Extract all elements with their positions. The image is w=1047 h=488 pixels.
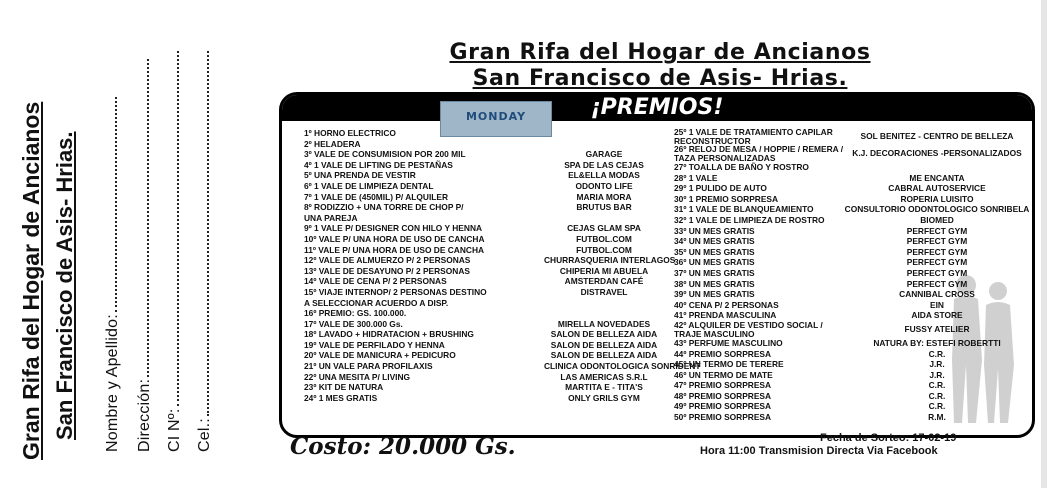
prize-row	[674, 391, 1034, 402]
prize-row	[304, 298, 734, 309]
prize-sponsor: PERFECT GYM	[906, 236, 968, 247]
prize-sponsor: PERFECT GYM	[906, 225, 968, 236]
prize-sponsor: AMSTERDAN CAFÉ	[564, 276, 644, 287]
prize-sponsor: ROPERIA LUISITO	[900, 193, 974, 204]
prize-row	[304, 319, 734, 330]
prize-sponsor: PERFECT GYM	[906, 246, 968, 257]
prize-sponsor: MARIA MORA	[576, 191, 632, 202]
prize-sponsor: LAS AMERICAS S.R.L	[560, 371, 648, 382]
prize-description: 47º PREMIO SORPRESA	[674, 380, 772, 391]
raffle-title-line2: San Francisco de Asis- Hrias.	[472, 66, 848, 91]
prize-description: 33º UN MES GRATIS	[674, 225, 755, 236]
prize-row	[674, 321, 1034, 338]
prize-description: 37º UN MES GRATIS	[674, 267, 755, 278]
prize-row	[304, 266, 734, 277]
prize-sponsor: ODONTO LIFE	[575, 180, 633, 191]
prize-row	[304, 372, 734, 383]
ticket-cost: Costo: 20.000 Gs.	[290, 433, 516, 460]
prize-description: 34º UN MES GRATIS	[674, 236, 755, 247]
prize-sponsor: J.R.	[929, 359, 945, 370]
prize-row	[674, 257, 1034, 268]
prize-description: 11º VALE P/ UNA HORA DE USO DE CANCHA	[304, 244, 485, 255]
prize-description: 31º 1 VALE DE BLANQUEAMIENTO	[674, 204, 814, 215]
prize-description: 22º UNA MESITA P/ LIVING	[304, 371, 411, 382]
prize-sponsor: SPA DE LAS CEJAS	[564, 159, 644, 170]
sponsor-logo: MONDAY	[440, 101, 552, 137]
stub-title-line2: San Francisco de Asis- Hrias.	[52, 131, 77, 440]
prize-description: 16º PREMIO: GS. 100.000.	[304, 308, 407, 319]
prize-sponsor: BRUTUS BAR	[576, 202, 632, 213]
prize-row	[674, 300, 1034, 311]
prize-sponsor: PERFECT GYM	[906, 267, 968, 278]
prize-sponsor: CANNIBAL CROSS	[899, 289, 975, 300]
draw-date: Fecha de Sorteo: 17-02-19	[820, 432, 957, 444]
prize-row	[304, 382, 734, 393]
prize-row	[304, 128, 734, 139]
prize-description: 27º TOALLA DE BAÑO Y ROSTRO	[674, 162, 809, 172]
prize-sponsor: BIOMED	[920, 214, 954, 225]
prize-description: 46º UN TERMO DE MATE	[674, 369, 773, 380]
prize-description: 12º VALE DE ALMUERZO P/ 2 PERSONAS	[304, 255, 471, 266]
prize-sponsor: GARAGE	[585, 149, 623, 160]
prize-description: A SELECCIONAR ACUERDO A DISP.	[304, 297, 449, 308]
draw-time: Hora 11:00 Transmision Directa Via Facebook	[700, 445, 938, 457]
prize-row	[304, 149, 734, 160]
prizes-panel	[279, 92, 1035, 438]
prize-sponsor: CEJAS GLAM SPA	[567, 223, 641, 234]
prize-sponsor: C.R.	[928, 348, 946, 359]
prize-sponsor: K.J. DECORACIONES -PERSONALIZADOS	[852, 148, 1022, 158]
prize-sponsor: C.R.	[928, 380, 946, 391]
prize-row	[304, 139, 734, 150]
prize-description: 39º UN MES GRATIS	[674, 289, 755, 300]
prize-description: 23º KIT DE NATURA	[304, 382, 384, 393]
prize-description: 26º RELOJ DE MESA / HOPPIE / REMERA / TAZA PERSONALIZADAS	[674, 144, 844, 163]
prize-row	[674, 289, 1034, 300]
stub-title-line1: Gran Rifa del Hogar de Ancianos	[18, 101, 44, 460]
prize-row	[304, 255, 734, 266]
prize-row	[304, 223, 734, 234]
prize-sponsor: MARTITA E - TITA'S	[565, 382, 643, 393]
prize-description: 2º HELADERA	[304, 138, 361, 149]
prize-row	[304, 361, 734, 372]
prize-description: 14º VALE DE CENA P/ 2 PERSONAS	[304, 276, 447, 287]
prize-row	[304, 329, 734, 340]
stub-field-address: Dirección:	[136, 59, 154, 452]
prize-description: 9º 1 VALE P/ DESIGNER CON HILO Y HENNA	[304, 223, 483, 234]
prize-row	[674, 349, 1034, 360]
prize-description: UNA PAREJA	[304, 212, 358, 223]
prize-description: 20º VALE DE MANICURA + PEDICURO	[304, 350, 456, 361]
prize-row	[304, 181, 734, 192]
prize-description: 48º PREMIO SORPRESA	[674, 390, 772, 401]
prize-row	[674, 401, 1034, 412]
page-edge	[1041, 0, 1047, 488]
prize-sponsor: AIDA STORE	[911, 310, 963, 321]
prize-description: 7º 1 VALE DE (450MIL) P/ ALQUILER	[304, 191, 449, 202]
prize-description: 24º 1 MES GRATIS	[304, 392, 378, 403]
prize-row	[674, 183, 1034, 194]
prize-row	[674, 338, 1034, 349]
prize-sponsor: CHIPERIA MI ABUELA	[559, 265, 649, 276]
prize-row	[674, 268, 1034, 279]
prize-description: 19º VALE DE PERFILADO Y HENNA	[304, 339, 445, 350]
prize-sponsor: SALON DE BELLEZA AIDA	[550, 350, 658, 361]
prize-description: 44º PREMIO SORPRESA	[674, 348, 772, 359]
prize-sponsor: C.R.	[928, 390, 946, 401]
prize-description: 41º PRENDA MASCULINA	[674, 310, 777, 321]
prize-description: 38º UN MES GRATIS	[674, 278, 755, 289]
prize-sponsor: C.R.	[928, 401, 946, 412]
raffle-title-line1: Gran Rifa del Hogar de Ancianos	[449, 40, 871, 65]
prize-sponsor: SALON DE BELLEZA AIDA	[550, 339, 658, 350]
prize-row	[674, 145, 1034, 162]
stub-field-ci: CI Nº:	[166, 52, 184, 453]
prize-row	[304, 276, 734, 287]
prize-description: 49º PREMIO SORPRESA	[674, 401, 772, 412]
prize-description: 30º 1 PREMIO SORPRESA	[674, 193, 779, 204]
prize-row	[304, 234, 734, 245]
prizes-heading: ¡PREMIOS!	[590, 95, 724, 120]
prize-description: 3º VALE DE CONSUMISION POR 200 MIL	[304, 149, 466, 160]
prize-row	[674, 380, 1034, 391]
prize-row	[674, 128, 1034, 145]
prize-description: 5º UNA PRENDA DE VESTIR	[304, 170, 416, 181]
prize-row	[304, 192, 734, 203]
prize-description: 29º 1 PULIDO DE AUTO	[674, 183, 767, 194]
prize-sponsor: ONLY GRILS GYM	[568, 392, 640, 403]
prize-sponsor: R.M.	[928, 412, 946, 423]
prize-row	[304, 308, 734, 319]
prize-description: 17º VALE DE 300.000 Gs.	[304, 318, 403, 329]
prize-description: 1º HORNO ELECTRICO	[304, 128, 396, 138]
prize-row	[304, 213, 734, 224]
prize-sponsor: SOL BENITEZ - CENTRO DE BELLEZA	[860, 131, 1014, 141]
prize-sponsor: J.R.	[929, 369, 945, 380]
prize-row	[304, 245, 734, 256]
stub-field-name: Nombre y Apellido:	[104, 97, 122, 452]
prize-row	[674, 226, 1034, 237]
prize-sponsor: DISTRAVEL	[580, 286, 628, 297]
prize-sponsor: PERFECT GYM	[906, 257, 968, 268]
prize-sponsor: FUTBOL.COM	[576, 233, 632, 244]
prize-sponsor: FUTBOL.COM	[576, 244, 632, 255]
prize-row	[674, 279, 1034, 290]
prize-row	[304, 170, 734, 181]
prize-description: 13º VALE DE DESAYUNO P/ 2 PERSONAS	[304, 265, 470, 276]
prize-row	[304, 160, 734, 171]
prize-description: 45º UN TERMO DE TERERE	[674, 359, 784, 370]
prize-sponsor: EIN	[930, 299, 944, 310]
prize-sponsor: SALON DE BELLEZA AIDA	[550, 329, 658, 340]
prize-row	[674, 194, 1034, 205]
prize-row	[674, 236, 1034, 247]
prize-description: 6º 1 VALE DE LIMPIEZA DENTAL	[304, 180, 434, 191]
prize-description: 28º 1 VALE	[674, 172, 718, 183]
prize-description: 21º UN VALE PARA PROFILAXIS	[304, 361, 433, 372]
prize-description: 36º UN MES GRATIS	[674, 257, 755, 268]
prize-row	[304, 202, 734, 213]
prize-description: 18º LAVADO + HIDRATACION + BRUSHING	[304, 329, 474, 340]
prize-description: 8º RODIZZIO + UNA TORRE DE CHOP P/	[304, 202, 464, 213]
prize-description: 15º VIAJE INTERNOP/ 2 PERSONAS DESTINO	[304, 286, 487, 297]
prize-row	[674, 215, 1034, 226]
prize-row	[674, 370, 1034, 381]
prize-row	[674, 247, 1034, 258]
prize-row	[304, 340, 734, 351]
prize-description: 50º PREMIO SORPRESA	[674, 412, 772, 423]
prize-sponsor: CONSULTORIO ODONTOLOGICO SONRIBELA	[844, 204, 1030, 215]
prize-description: 43º PERFUME MASCULINO	[674, 337, 783, 348]
prize-description: 32º 1 VALE DE LIMPIEZA DE ROSTRO	[674, 214, 825, 225]
prize-row	[674, 173, 1034, 184]
prize-list-right	[674, 128, 1034, 423]
prize-row	[304, 287, 734, 298]
stub-field-cel: Cel.:	[196, 51, 214, 452]
prize-sponsor: FUSSY ATELIER	[904, 323, 970, 334]
prize-sponsor: NATURA BY: ESTEFI ROBERTTI	[873, 337, 1001, 348]
prize-description: 10º VALE P/ UNA HORA DE USO DE CANCHA	[304, 233, 485, 244]
prize-row	[674, 412, 1034, 423]
prize-row	[674, 204, 1034, 215]
prize-list-left	[304, 128, 734, 403]
prize-description: 35º UN MES GRATIS	[674, 246, 755, 257]
prize-sponsor: CLINICA ODONTOLOGICA SONRIDENT	[544, 361, 701, 372]
prize-description: 25º 1 VALE DE TRATAMIENTO CAPILAR RECONSTRUCTOR	[674, 127, 833, 146]
prize-sponsor: EL&ELLA MODAS	[568, 170, 640, 181]
prize-sponsor: ME ENCANTA	[909, 172, 965, 183]
prize-sponsor: CABRAL AUTOSERVICE	[888, 183, 986, 194]
prize-description: 42º ALQUILER DE VESTIDO SOCIAL / TRAJE MASCULINO	[674, 319, 823, 339]
prize-sponsor: MIRELLA NOVEDADES	[557, 318, 651, 329]
prize-description: 4º 1 VALE DE LIFTING DE PESTAÑAS	[304, 159, 453, 170]
ticket-stub	[0, 0, 232, 488]
prize-sponsor: CHURRASQUERIA INTERLAGOS	[544, 255, 676, 266]
prize-row	[304, 350, 734, 361]
prize-description: 40º CENA P/ 2 PERSONAS	[674, 299, 779, 310]
prize-sponsor: PERFECT GYM	[906, 278, 968, 289]
prize-row	[304, 393, 734, 404]
prize-row	[674, 162, 1034, 173]
prize-row	[674, 359, 1034, 370]
